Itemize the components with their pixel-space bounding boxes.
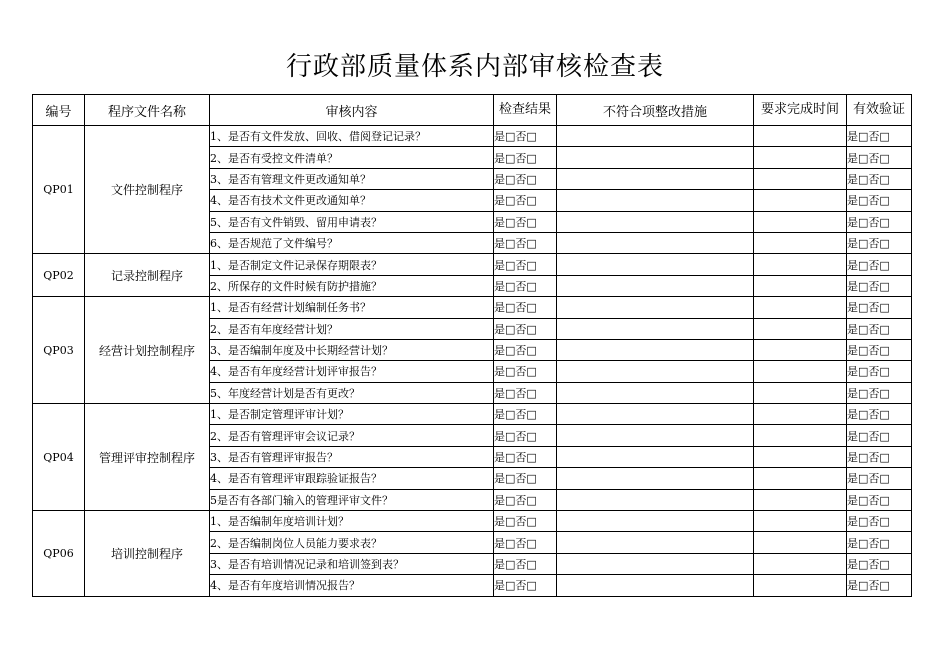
verification-checkbox[interactable]: 是□否□ — [847, 511, 912, 532]
corrective-cell[interactable] — [557, 168, 754, 189]
corrective-cell[interactable] — [557, 361, 754, 382]
deadline-cell[interactable] — [754, 339, 847, 360]
procedure-code: QP06 — [33, 511, 85, 597]
deadline-cell[interactable] — [754, 254, 847, 275]
deadline-cell[interactable] — [754, 446, 847, 467]
deadline-cell[interactable] — [754, 382, 847, 403]
verification-checkbox[interactable]: 是□否□ — [847, 361, 912, 382]
corrective-cell[interactable] — [557, 446, 754, 467]
result-checkbox[interactable]: 是□否□ — [494, 468, 557, 489]
audit-item-text: 2、是否编制岗位人员能力要求表？ — [210, 532, 494, 553]
deadline-cell[interactable] — [754, 126, 847, 147]
result-checkbox[interactable]: 是□否□ — [494, 575, 557, 596]
procedure-name: 培训控制程序 — [85, 511, 210, 597]
result-checkbox[interactable]: 是□否□ — [494, 446, 557, 467]
verification-checkbox[interactable]: 是□否□ — [847, 489, 912, 510]
result-checkbox[interactable]: 是□否□ — [494, 489, 557, 510]
corrective-cell[interactable] — [557, 382, 754, 403]
verification-checkbox[interactable]: 是□否□ — [847, 468, 912, 489]
verification-checkbox[interactable]: 是□否□ — [847, 147, 912, 168]
deadline-cell[interactable] — [754, 168, 847, 189]
audit-item-text: 2、所保存的文件时候有防护措施？ — [210, 275, 494, 296]
header-result: 检查结果 — [494, 95, 557, 126]
verification-checkbox[interactable]: 是□否□ — [847, 211, 912, 232]
corrective-cell[interactable] — [557, 553, 754, 574]
audit-item-text: 4、是否有管理评审跟踪验证报告？ — [210, 468, 494, 489]
result-checkbox[interactable]: 是□否□ — [494, 532, 557, 553]
table-row — [33, 404, 912, 425]
corrective-cell[interactable] — [557, 126, 754, 147]
audit-item-text: 2、是否有受控文件清单？ — [210, 147, 494, 168]
deadline-cell[interactable] — [754, 297, 847, 318]
audit-item-text: 3、是否编制年度及中长期经营计划？ — [210, 339, 494, 360]
audit-item-text: 5是否有各部门输入的管理评审文件？ — [210, 489, 494, 510]
result-checkbox[interactable]: 是□否□ — [494, 297, 557, 318]
deadline-cell[interactable] — [754, 232, 847, 253]
audit-item-text: 5、年度经营计划是否有更改？ — [210, 382, 494, 403]
corrective-cell[interactable] — [557, 468, 754, 489]
result-checkbox[interactable]: 是□否□ — [494, 232, 557, 253]
audit-item-text: 2、是否有管理评审会议记录？ — [210, 425, 494, 446]
verification-checkbox[interactable]: 是□否□ — [847, 382, 912, 403]
result-checkbox[interactable]: 是□否□ — [494, 190, 557, 211]
corrective-cell[interactable] — [557, 318, 754, 339]
verification-checkbox[interactable]: 是□否□ — [847, 232, 912, 253]
corrective-cell[interactable] — [557, 511, 754, 532]
corrective-cell[interactable] — [557, 425, 754, 446]
result-checkbox[interactable]: 是□否□ — [494, 404, 557, 425]
verification-checkbox[interactable]: 是□否□ — [847, 318, 912, 339]
verification-checkbox[interactable]: 是□否□ — [847, 254, 912, 275]
corrective-cell[interactable] — [557, 339, 754, 360]
corrective-cell[interactable] — [557, 254, 754, 275]
audit-item-text: 1、是否制定管理评审计划？ — [210, 404, 494, 425]
audit-item-text: 2、是否有年度经营计划？ — [210, 318, 494, 339]
result-checkbox[interactable]: 是□否□ — [494, 275, 557, 296]
verification-checkbox[interactable]: 是□否□ — [847, 126, 912, 147]
deadline-cell[interactable] — [754, 211, 847, 232]
corrective-cell[interactable] — [557, 489, 754, 510]
corrective-cell[interactable] — [557, 275, 754, 296]
corrective-cell[interactable] — [557, 232, 754, 253]
result-checkbox[interactable]: 是□否□ — [494, 211, 557, 232]
audit-item-text: 1、是否有文件发放、回收、借阅登记记录？ — [210, 126, 494, 147]
deadline-cell[interactable] — [754, 532, 847, 553]
verification-checkbox[interactable]: 是□否□ — [847, 275, 912, 296]
procedure-code: QP01 — [33, 126, 85, 254]
corrective-cell[interactable] — [557, 147, 754, 168]
audit-checklist-table — [32, 94, 912, 597]
deadline-cell[interactable] — [754, 147, 847, 168]
verification-checkbox[interactable]: 是□否□ — [847, 339, 912, 360]
deadline-cell[interactable] — [754, 404, 847, 425]
deadline-cell[interactable] — [754, 489, 847, 510]
corrective-cell[interactable] — [557, 404, 754, 425]
result-checkbox[interactable]: 是□否□ — [494, 511, 557, 532]
audit-item-text: 3、是否有管理文件更改通知单？ — [210, 168, 494, 189]
verification-checkbox[interactable]: 是□否□ — [847, 168, 912, 189]
verification-checkbox[interactable]: 是□否□ — [847, 532, 912, 553]
result-checkbox[interactable]: 是□否□ — [494, 254, 557, 275]
verification-checkbox[interactable]: 是□否□ — [847, 190, 912, 211]
header-verification: 有效验证 — [847, 95, 912, 126]
table-row — [33, 254, 912, 275]
result-checkbox[interactable]: 是□否□ — [494, 553, 557, 574]
deadline-cell[interactable] — [754, 190, 847, 211]
procedure-name: 记录控制程序 — [85, 254, 210, 297]
header-deadline: 要求完成时间 — [754, 95, 847, 126]
result-checkbox[interactable]: 是□否□ — [494, 168, 557, 189]
corrective-cell[interactable] — [557, 190, 754, 211]
header-corrective: 不符合项整改措施 — [557, 95, 754, 126]
table-row — [33, 126, 912, 147]
audit-item-text: 3、是否有培训情况记录和培训签到表？ — [210, 553, 494, 574]
deadline-cell[interactable] — [754, 575, 847, 596]
corrective-cell[interactable] — [557, 211, 754, 232]
page-title: 行政部质量体系内部审核检查表 — [285, 52, 664, 82]
deadline-cell[interactable] — [754, 511, 847, 532]
audit-item-text: 3、是否有管理评审报告？ — [210, 446, 494, 467]
audit-item-text: 4、是否有技术文件更改通知单？ — [210, 190, 494, 211]
deadline-cell[interactable] — [754, 425, 847, 446]
verification-checkbox[interactable]: 是□否□ — [847, 553, 912, 574]
deadline-cell[interactable] — [754, 318, 847, 339]
audit-item-text: 5、是否有文件销毁、留用申请表？ — [210, 211, 494, 232]
procedure-name: 经营计划控制程序 — [85, 297, 210, 404]
header-procedure: 程序文件名称 — [85, 95, 210, 126]
deadline-cell[interactable] — [754, 553, 847, 574]
audit-item-text: 1、是否有经营计划编制任务书？ — [210, 297, 494, 318]
deadline-cell[interactable] — [754, 275, 847, 296]
verification-checkbox[interactable]: 是□否□ — [847, 404, 912, 425]
table-row — [33, 511, 912, 532]
table-row — [33, 297, 912, 318]
result-checkbox[interactable]: 是□否□ — [494, 126, 557, 147]
result-checkbox[interactable]: 是□否□ — [494, 382, 557, 403]
result-checkbox[interactable]: 是□否□ — [494, 147, 557, 168]
result-checkbox[interactable]: 是□否□ — [494, 425, 557, 446]
corrective-cell[interactable] — [557, 532, 754, 553]
verification-checkbox[interactable]: 是□否□ — [847, 425, 912, 446]
procedure-code: QP03 — [33, 297, 85, 404]
header-number: 编号 — [33, 95, 85, 126]
procedure-code: QP02 — [33, 254, 85, 297]
audit-item-text: 1、是否编制年度培训计划？ — [210, 511, 494, 532]
procedure-name: 文件控制程序 — [85, 126, 210, 254]
deadline-cell[interactable] — [754, 361, 847, 382]
corrective-cell[interactable] — [557, 575, 754, 596]
audit-item-text: 6、是否规范了文件编号？ — [210, 232, 494, 253]
corrective-cell[interactable] — [557, 297, 754, 318]
header-row — [33, 95, 912, 126]
result-checkbox[interactable]: 是□否□ — [494, 339, 557, 360]
result-checkbox[interactable]: 是□否□ — [494, 361, 557, 382]
audit-item-text: 1、是否制定文件记录保存期限表？ — [210, 254, 494, 275]
deadline-cell[interactable] — [754, 468, 847, 489]
header-content: 审核内容 — [210, 95, 494, 126]
audit-item-text: 4、是否有年度经营计划评审报告？ — [210, 361, 494, 382]
audit-item-text: 4、是否有年度培训情况报告？ — [210, 575, 494, 596]
procedure-name: 管理评审控制程序 — [85, 404, 210, 511]
verification-checkbox[interactable]: 是□否□ — [847, 446, 912, 467]
procedure-code: QP04 — [33, 404, 85, 511]
verification-checkbox[interactable]: 是□否□ — [847, 575, 912, 596]
verification-checkbox[interactable]: 是□否□ — [847, 297, 912, 318]
result-checkbox[interactable]: 是□否□ — [494, 318, 557, 339]
